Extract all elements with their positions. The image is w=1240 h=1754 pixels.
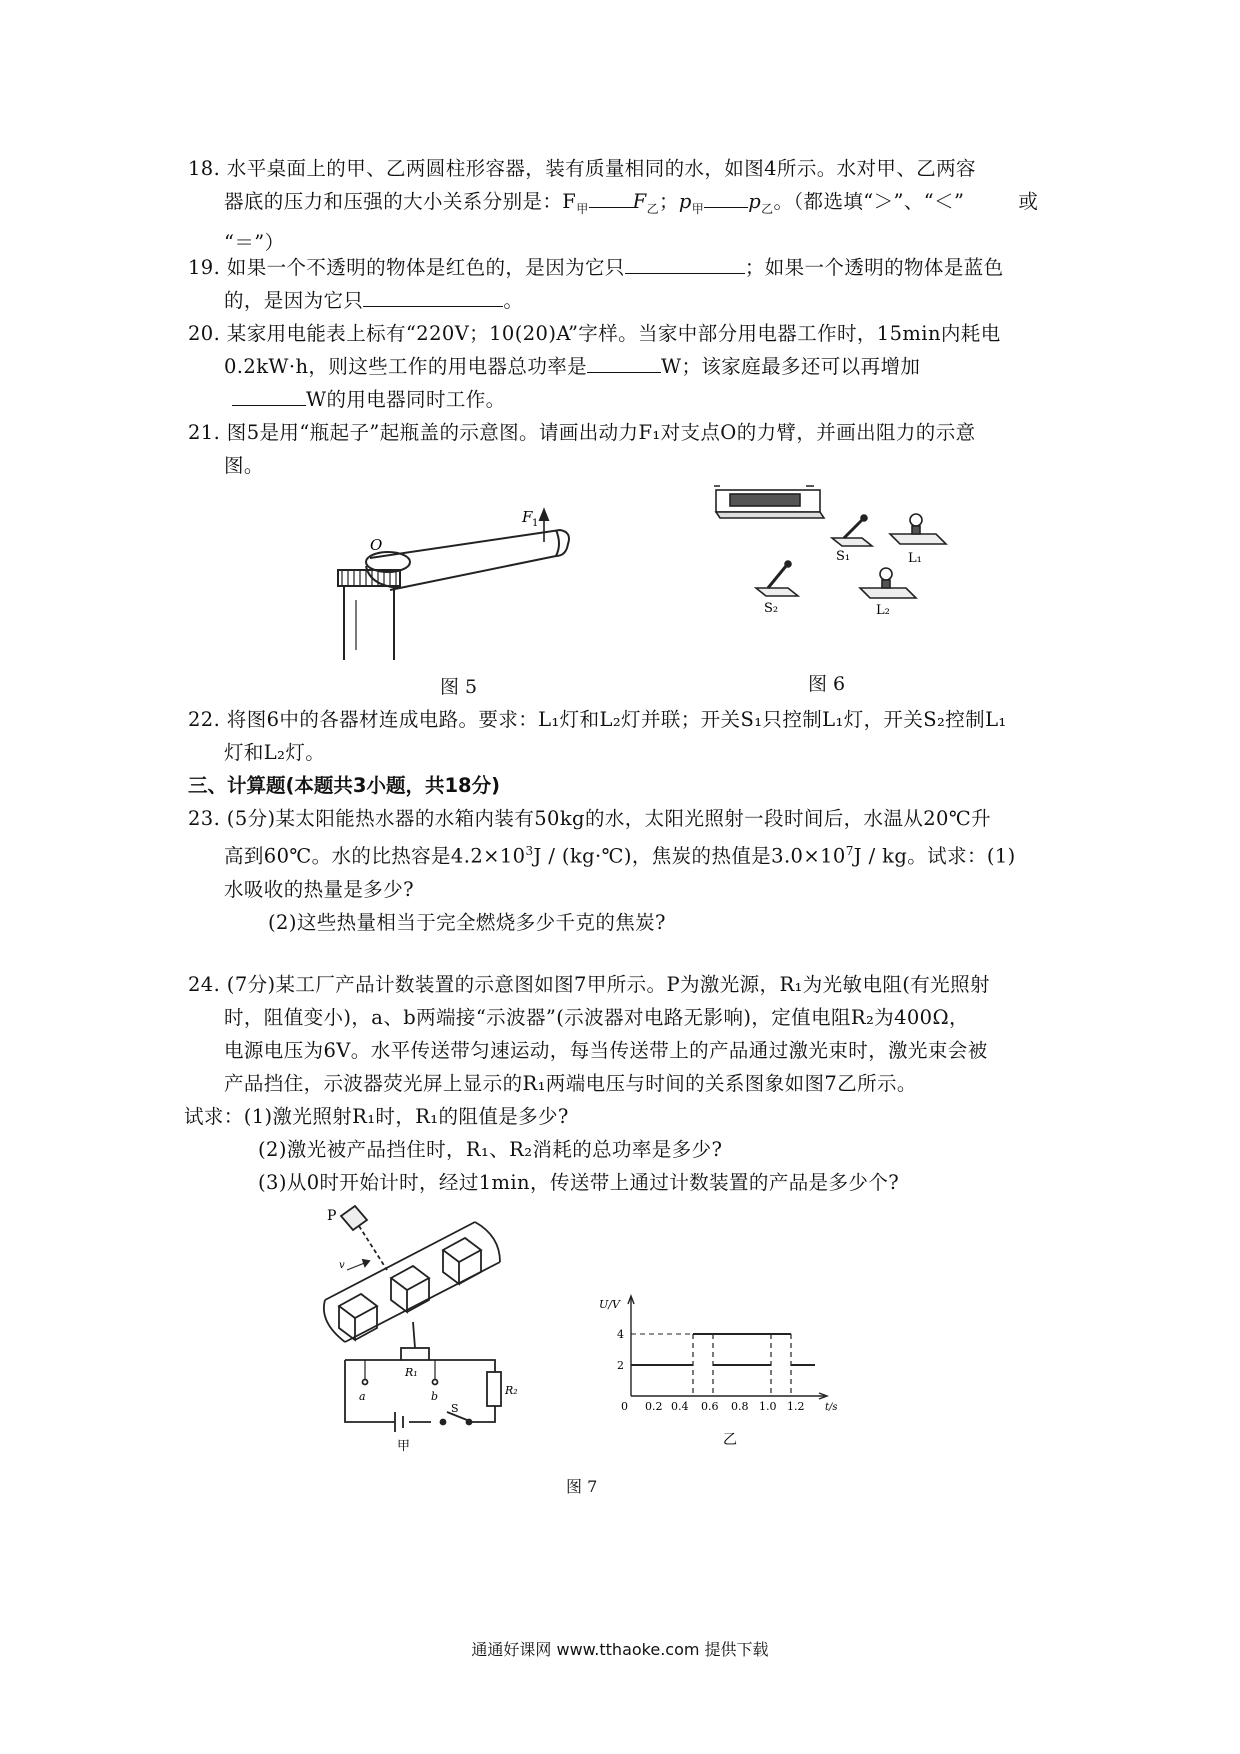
q19-text-3: 的，是因为它只: [224, 289, 364, 312]
q18-sub-jia: 甲: [576, 201, 589, 216]
q24-line-6: (2)激光被产品挡住时，R₁、R₂消耗的总功率是多少?: [258, 1138, 723, 1161]
q20-blank-1[interactable]: [587, 352, 661, 373]
q20-line-1: 20. 某家用电能表上标有“220V；10(20)A”字样。当家中部分用电器工作时，15min内耗电: [188, 322, 1001, 345]
q18-sub-yi: 乙: [646, 201, 659, 216]
q23-text-3: J / kg。试求：(1): [853, 844, 1016, 868]
q19-blank-2[interactable]: [363, 286, 503, 307]
q24-line-1: 24. (7分)某工厂产品计数装置的示意图如图7甲所示。P为激光源，R₁为光敏电阻(有光照射: [188, 973, 990, 996]
lamp-l2[interactable]: [860, 568, 916, 598]
product-box-3: [443, 1238, 481, 1284]
page-footer: 通通好课网 www.tthaoke.com 提供下载: [471, 1640, 769, 1659]
fig7-label-b: b: [431, 1390, 439, 1403]
fig7-label-r1: R₁: [405, 1366, 418, 1379]
q23-exp-1: 3: [525, 844, 534, 858]
resistor-r1: [401, 1348, 429, 1360]
fig7-label-p: P: [327, 1208, 337, 1224]
graph-ytick-2: 2: [617, 1359, 624, 1372]
resistor-r2: [487, 1372, 501, 1406]
q22-line-2: 灯和L₂灯。: [224, 741, 326, 764]
q18-line-3: “＝”）: [224, 230, 285, 254]
q18-text: 器底的压力和压强的大小关系分别是：F: [224, 190, 577, 213]
fig7-label-a: a: [359, 1390, 366, 1403]
lamp-l1[interactable]: [890, 514, 946, 544]
q18-line-2: 器底的压力和压强的大小关系分别是：$F_甲$ $F_乙$；$p_甲$ $p_乙$。（都选填“＞”、“＜” 或: [188, 185, 1058, 226]
figure-6-components: [710, 480, 960, 640]
fig5-label-o: O: [370, 536, 383, 554]
switch-s2[interactable]: [756, 561, 798, 596]
question-20: [188, 317, 1058, 416]
q19-text-1: 19. 如果一个不透明的物体是红色的，是因为它只: [188, 256, 625, 279]
question-24: [184, 968, 1058, 1199]
q18-hint: （都选填“＞”、“＜”: [793, 190, 965, 213]
q20-line-2: [188, 350, 1058, 383]
q23-line-2: [188, 835, 1058, 873]
question-19: [188, 251, 1058, 317]
q19-blank-1[interactable]: [625, 253, 745, 274]
figure-7-yi-graph: [595, 1296, 855, 1456]
graph-xtick-0: 0: [621, 1400, 628, 1413]
q20-text-3: W的用电器同时工作。: [306, 388, 506, 411]
product-box-1: [339, 1294, 377, 1340]
fig7-label-v: v: [339, 1260, 345, 1271]
q20-text-1: 0.2kW·h，则这些工作的用电器总功率是: [224, 355, 588, 378]
fig7-label-s: S: [451, 1402, 459, 1415]
product-box-2: [391, 1266, 429, 1312]
fig6-label-l2: L₂: [876, 603, 890, 618]
q19-line-2: [188, 284, 1058, 317]
graph-xtick-0-2: 0.2: [645, 1400, 663, 1413]
q23-line-1: 23. (5分)某太阳能热水器的水箱内装有50kg的水，太阳光照射一段时间后，水温从20℃升: [188, 807, 991, 830]
section-3-heading: 三、计算题(本题共3小题，共18分): [188, 774, 501, 797]
q21-line-2: 图。: [224, 454, 264, 477]
fig5-label-f-sub: 1: [532, 518, 539, 529]
q20-blank-2[interactable]: [232, 385, 306, 406]
figure-7-jia-apparatus: [325, 1208, 535, 1454]
q23-text-1: 高到60℃。水的比热容是4.2×10: [224, 844, 526, 868]
fig6-label-s1: S₁: [836, 549, 851, 564]
q19-text-2: ；如果一个透明的物体是蓝色: [744, 256, 1004, 279]
question-22: [188, 703, 1058, 769]
q23-line-3: 水吸收的热量是多少?: [224, 877, 414, 901]
q24-line-4: 产品挡住，示波器荧光屏上显示的R₁两端电压与时间的关系图象如图7乙所示。: [224, 1072, 917, 1095]
q18-blank-1[interactable]: [589, 187, 633, 208]
question-18: [188, 152, 1058, 259]
question-23: [188, 802, 1058, 939]
fig5-label-f: F: [522, 508, 533, 526]
q24-line-5: 试求：(1)激光照射R₁时，R₁的阻值是多少?: [184, 1105, 569, 1128]
graph-xtick-1-0: 1.0: [759, 1400, 777, 1413]
graph-xtick-0-6: 0.6: [701, 1400, 719, 1413]
q24-line-2: 时，阻值变小)，a、b两端接“示波器”(示波器对电路无影响)，定值电阻R₂为400Ω，: [224, 1006, 969, 1029]
fig7-caption: 图 7: [566, 1477, 598, 1496]
q22-line-1: 22. 将图6中的各器材连成电路。要求：L₁灯和L₂灯并联；开关S₁只控制L₁灯，开关S₂控制L₁: [188, 708, 1007, 731]
graph-voltage-trace: [631, 1334, 815, 1365]
q24-line-7: (3)从0时开始计时，经过1min，传送带上通过计数装置的产品是多少个?: [258, 1171, 900, 1194]
q18-or: 或: [1018, 190, 1039, 213]
q23-exp-2: 7: [845, 844, 854, 858]
fig7-yi-label: 乙: [723, 1432, 737, 1448]
graph-xtick-0-4: 0.4: [671, 1400, 689, 1413]
fig6-caption: 图 6: [808, 673, 846, 695]
graph-xtick-0-8: 0.8: [731, 1400, 749, 1413]
q21-line-1: 21. 图5是用“瓶起子”起瓶盖的示意图。请画出动力F₁对支点O的力臂，并画出阻力的示意: [188, 421, 976, 444]
q20-line-3: [188, 383, 1058, 416]
q23-line-4: (2)这些热量相当于完全燃烧多少千克的焦炭?: [268, 910, 666, 934]
switch-s1[interactable]: [832, 515, 872, 546]
q23-text-2: J / (kg·℃)，焦炭的热值是3.0×10: [533, 844, 846, 868]
fig6-label-s2: S₂: [764, 601, 779, 616]
q19-text-4: 。: [503, 289, 524, 312]
q18-sub-jia-2: 甲: [691, 201, 705, 216]
figure-5-bottle-opener: [330, 500, 580, 660]
fig6-label-l1: L₁: [908, 551, 922, 566]
graph-xtick-1-2: 1.2: [787, 1400, 805, 1413]
q19-line-1: [188, 251, 1058, 284]
q18-sub-yi-2: 乙: [761, 201, 774, 216]
question-21: [188, 416, 1058, 482]
q18-blank-2[interactable]: [704, 187, 748, 208]
fig7-label-r2: R₂: [505, 1384, 518, 1397]
q24-line-3: 电源电压为6V。水平传送带匀速运动，每当传送带上的产品通过激光束时，激光束会被: [224, 1039, 988, 1062]
graph-xlabel: t/s: [825, 1402, 838, 1413]
graph-ytick-4: 4: [617, 1328, 624, 1341]
q18-line-1: 18. 水平桌面上的甲、乙两圆柱形容器，装有质量相同的水，如图4所示。水对甲、乙两容: [188, 157, 976, 180]
fig5-caption: 图 5: [440, 676, 478, 698]
fig7-jia-label: 甲: [397, 1439, 411, 1454]
graph-ylabel: U/V: [599, 1298, 620, 1311]
q20-text-2: W；该家庭最多还可以再增加: [661, 355, 921, 378]
